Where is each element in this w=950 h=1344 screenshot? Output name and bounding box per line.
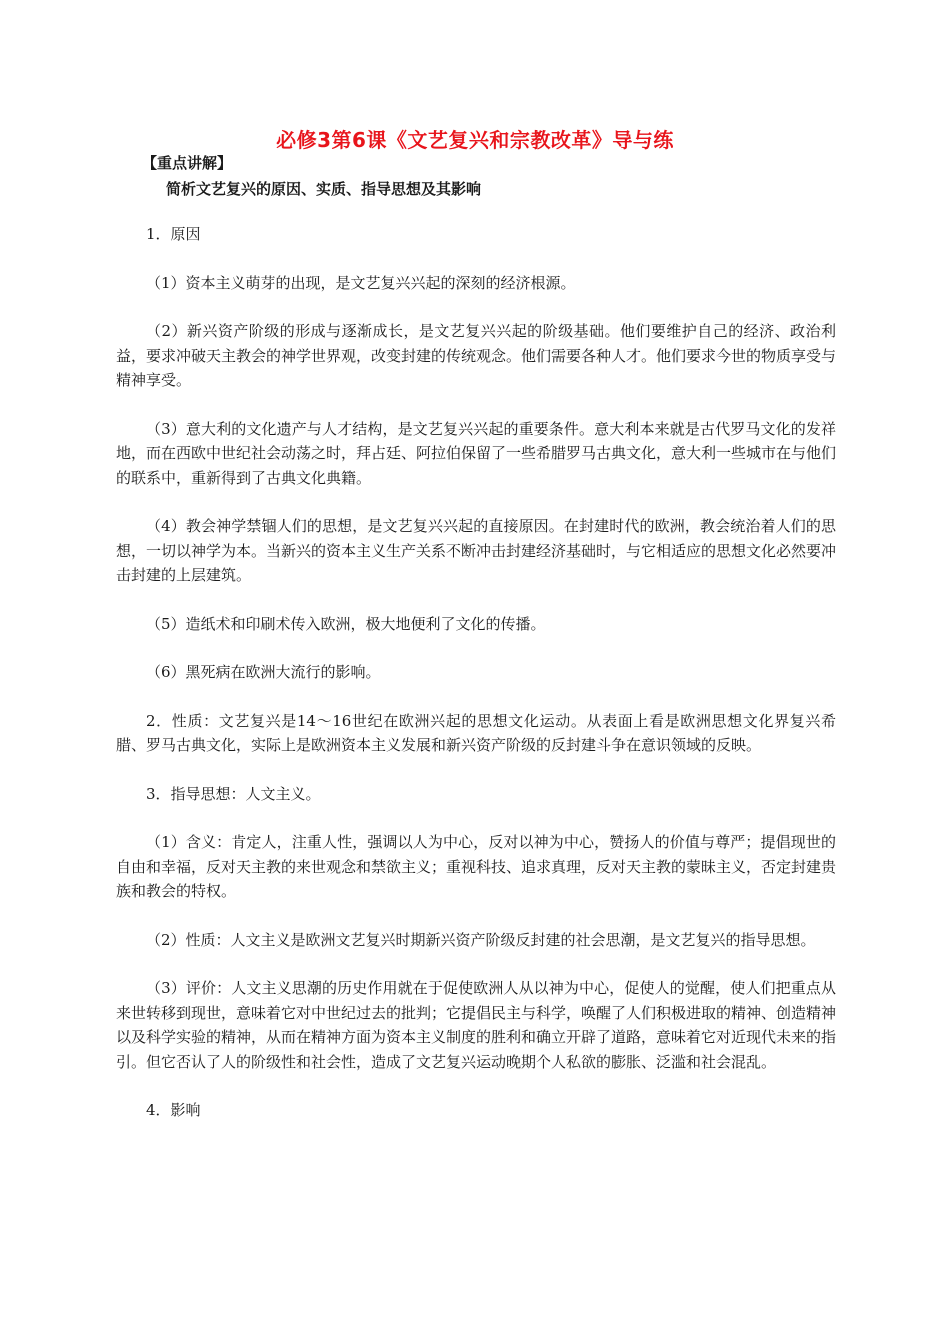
- paragraph-cause-1: （1）资本主义萌芽的出现，是文艺复兴兴起的深刻的经济根源。: [146, 273, 576, 292]
- paragraph-cause-2: （2）新兴资产阶级的形成与逐渐成长，是文艺复兴兴起的阶级基础。他们要维护自己的经济、政治利益，要求冲破天主教会的神学世界观，改变封建的传统观念。他们需要各种人才。他们要求今世的物质享受与精神享受。: [116, 322, 837, 389]
- paragraph-nature: 2．性质：文艺复兴是14～16世纪在欧洲兴起的思想文化运动。从表面上看是欧洲思想文化界复兴希腊、罗马古典文化，实际上是欧洲资本主义发展和新兴资产阶级的反封建斗争在意识领域的反映。: [116, 711, 836, 754]
- heading-guiding-thought: 3．指导思想：人文主义。: [146, 784, 321, 803]
- paragraph-cause-3: （3）意大利的文化遗产与人才结构，是文艺复兴兴起的重要条件。意大利本来就是古代罗马文化的发祥地，而在西欧中世纪社会动荡之时，拜占廷、阿拉伯保留了一些希腊罗马古典文化，意大利一些城市在与他们的联系中，重新得到了古典文化典籍。: [116, 419, 837, 487]
- paragraph-cause-6: （6）黑死病在欧洲大流行的影响。: [146, 663, 381, 681]
- document-body: [116, 222, 836, 1147]
- heading-causes: 1．原因: [146, 225, 201, 243]
- section-label: 【重点讲解】: [142, 154, 233, 172]
- paragraph-cause-5: （5）造纸术和印刷术传入欧洲，极大地便利了文化的传播。: [146, 614, 546, 633]
- document-title: 必修3第6课《文艺复兴和宗教改革》导与练: [276, 128, 674, 152]
- paragraph-evaluation: （3）评价：人文主义思潮的历史作用就在于促使欧洲人从以神为中心，促使人的觉醒，使人们把重点从来世转移到现世，意味着它对中世纪过去的批判；它提倡民主与科学，唤醒了人们积极进取的精神、创造精神以及科学实验的精神，从而在精神方面为资本主义制度的胜利和确立开辟了道路，意味着它对近现代未来的指引。但它否认了人的阶级性和社会性，造成了文艺复兴运动晚期个人私欲的膨胀、泛滥和社会混乱。: [116, 979, 837, 1071]
- section-subtitle: 简析文艺复兴的原因、实质、指导思想及其影响: [166, 180, 482, 198]
- paragraph-cause-4: （4）教会神学禁锢人们的思想，是文艺复兴兴起的直接原因。在封建时代的欧洲，教会统治着人们的思想，一切以神学为本。当新兴的资本主义生产关系不断冲击封建经济基础时，与它相适应的思想文化必然要冲击封建的上层建筑。: [116, 517, 837, 584]
- heading-influence: 4．影响: [146, 1101, 201, 1119]
- paragraph-humanism-nature: （2）性质：人文主义是欧洲文艺复兴时期新兴资产阶级反封建的社会思潮，是文艺复兴的指导思想。: [146, 930, 816, 949]
- paragraph-meaning: （1）含义：肯定人，注重人性，强调以人为中心，反对以神为中心，赞扬人的价值与尊严；提倡现世的自由和幸福，反对天主教的来世观念和禁欲主义；重视科技、追求真理，反对天主教的蒙昧主义，否定封建贵族和教会的特权。: [116, 833, 837, 900]
